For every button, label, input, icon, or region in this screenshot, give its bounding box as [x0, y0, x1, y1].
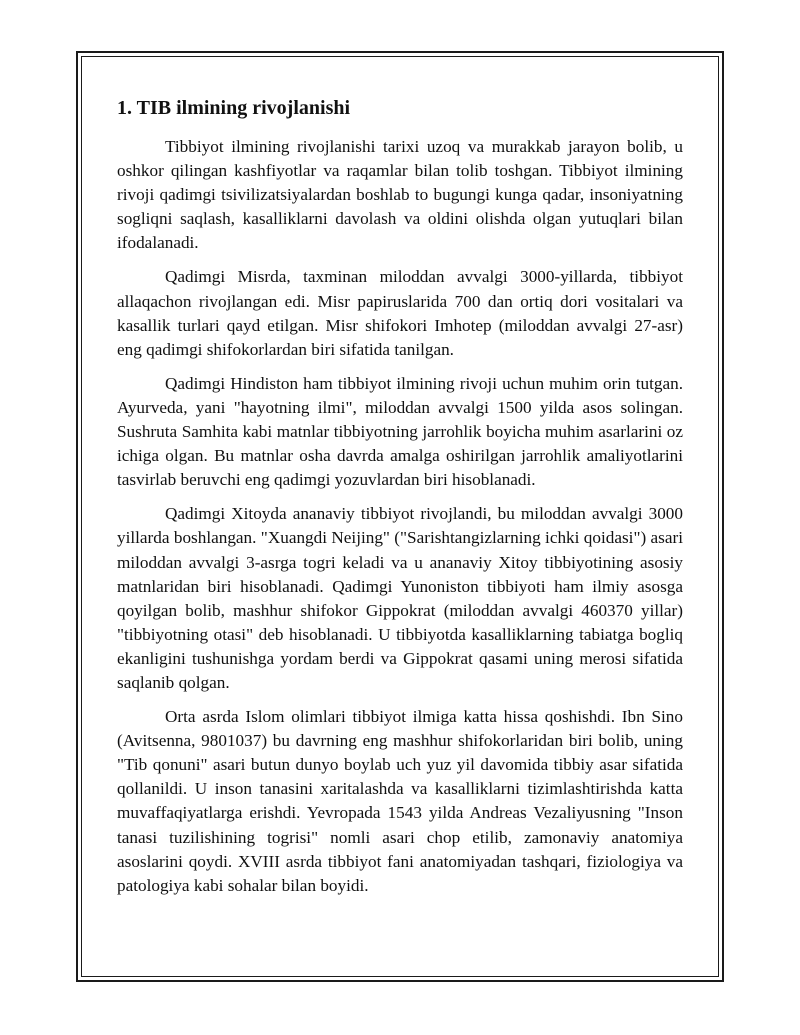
paragraph-egypt: Qadimgi Misrda, taxminan miloddan avvalgi 3000-yillarda, tibbiyot allaqachon rivojlangan edi. Misr papiruslarida 700 dan ortiq dori vositalari va kasallik turlari qayd etilgan. Misr shifokori Imhotep (miloddan avvalgi 27-asr) eng qadimgi shifokorlardan biri sifatida tanilgan.: [117, 267, 683, 359]
document-body: [117, 93, 683, 908]
paragraph-middle-ages: Orta asrda Islom olimlari tibbiyot ilmiga katta hissa qoshishdi. Ibn Sino (Avitsenna, 9801037) bu davrning eng mashhur shifokorlaridan biri bolib, uning "Tib qonuni" asari butun dunyo boylab uch yuz yil davomida tibbiy asar sifatida qollanildi. U inson tanasini xaritalashda va kasalliklarni tizimlashtirishda katta muvaffaqiyatlarga erishdi. Yevropada 1543 yilda Andreas Vezaliyusning "Inson tanasi tuzilishining togrisi" nomli asari chop etilib, zamonaviy anatomiya asoslarini qoydi. XVIII asrda tibbiyot fani anatomiyadan tashqari, fiziologiya va patologiya kabi sohalar bilan boyidi.: [117, 707, 683, 895]
paragraph-india: Qadimgi Hindiston ham tibbiyot ilmining rivoji uchun muhim orin tutgan. Ayurveda, yani "hayotning ilmi", miloddan avvalgi 1500 yilda asos solingan. Sushruta Samhita kabi matnlar tibbiyotning jarrohlik boyicha muhim asarlarini oz ichiga olgan. Bu matnlar osha davrda amalga oshirilgan jarrohlik amaliyotlarini tasvirlab beruvchi eng qadimgi yozuvlardan biri hisoblanadi.: [117, 373, 683, 490]
paragraph-china-greece: Qadimgi Xitoyda ananaviy tibbiyot rivojlandi, bu miloddan avvalgi 3000 yillarda boshlangan. "Xuangdi Neijing" ("Sarishtangizlarning ichki qoidasi") asari miloddan avvalgi 3-asrga togri keladi va u ananaviy Xitoy tibbiyotining asosiy matnlaridan biri hisoblanadi. Qadimgi Yunoniston tibbiyoti ham ilmiy asosga qoyilgan bolib, mashhur shifokor Gippokrat (miloddan avvalgi 460370 yillar) "tibbiyotning otasi" deb hisoblanadi. U tibbiyotda kasalliklarning tabiatga bogliq ekanligini tushunishga yordam berdi va Gippokrat qasami uning merosi sifatida saqlanib qolgan.: [117, 504, 683, 692]
paragraph-intro: Tibbiyot ilmining rivojlanishi tarixi uzoq va murakkab jarayon bolib, u oshkor qilingan kashfiyotlar va raqamlar bilan tolib toshgan. Tibbiyot ilmining rivoji qadimgi tsivilizatsiyalardan boshlab to bugungi kunga qadar, insoniyatning sogliqni saqlash, kasalliklarni davolash va oldini olishda olgan yutuqlari bilan ifodalanadi.: [117, 137, 683, 253]
section-heading: 1. TIB ilmining rivojlanishi: [117, 97, 351, 119]
